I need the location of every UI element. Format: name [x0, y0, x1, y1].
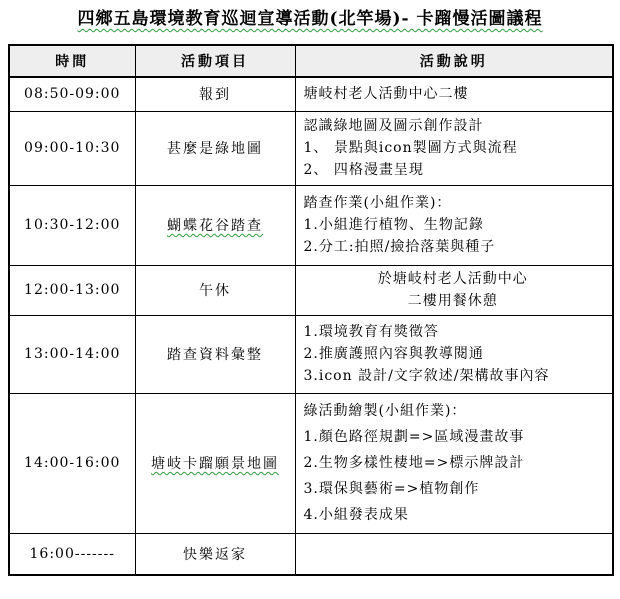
desc-line: 2、 四格漫畫呈現 — [303, 162, 424, 178]
desc-line: 1.小組進行植物、生物記錄 — [303, 217, 484, 233]
desc-cell — [295, 315, 613, 393]
desc-cell — [295, 185, 613, 265]
desc-line: 1.顏色路徑規劃=>區域漫畫故事 — [303, 429, 525, 445]
time-cell: 12:00-13:00 — [9, 265, 135, 315]
desc-line: 於塘岐村老人活動中心 — [377, 271, 528, 287]
item-cell: 午休 — [135, 265, 295, 315]
desc-line: 塘岐村老人活動中心二樓 — [303, 86, 469, 103]
time-cell: 09:00-10:30 — [9, 111, 135, 185]
desc-line: 1、 景點與icon製圖方式與流程 — [303, 140, 518, 156]
header-row — [9, 45, 613, 77]
time-cell: 16:00------- — [9, 533, 135, 575]
item-text: 蝴蝶花谷踏查 — [167, 218, 263, 234]
agenda-table — [8, 44, 614, 576]
table-row — [9, 77, 613, 111]
table-row — [9, 185, 613, 265]
time-cell: 10:30-12:00 — [9, 185, 135, 265]
desc-line: 綠活動繪製(小組作業)： — [303, 403, 467, 419]
item-cell: 踏查資料彙整 — [135, 315, 295, 393]
time-cell: 13:00-14:00 — [9, 315, 135, 393]
table-row — [9, 533, 613, 575]
desc-line: 2.分工:拍照/撿拾落葉與種子 — [303, 239, 496, 255]
desc-line: 2.生物多樣性棲地=>標示牌設計 — [303, 455, 525, 471]
time-cell: 08:50-09:00 — [9, 77, 135, 111]
item-cell: 甚麼是綠地圖 — [135, 111, 295, 185]
page-title — [0, 4, 620, 29]
desc-line: 4.小組發表成果 — [303, 507, 409, 523]
time-cell: 14:00-16:00 — [9, 393, 135, 533]
desc-cell — [295, 111, 613, 185]
title-text: 四鄉五島環境教育巡迴宣導活動(北竿場)- 卡蹓慢活圖議程 — [77, 9, 543, 29]
table-row — [9, 111, 613, 185]
desc-cell-empty — [295, 533, 613, 575]
desc-line: 1.環境教育有獎徵答 — [303, 324, 439, 340]
table-row — [9, 265, 613, 315]
desc-cell — [295, 77, 613, 111]
desc-cell — [295, 265, 613, 315]
desc-line: 踏查作業(小組作業)： — [303, 195, 452, 211]
header-time: 時間 — [9, 45, 135, 77]
desc-line: 3.icon 設計/文字敘述/架構故事內容 — [303, 368, 550, 384]
desc-line: 認識綠地圖及圖示創作設計 — [303, 118, 484, 134]
table-row — [9, 315, 613, 393]
item-cell: 報到 — [135, 77, 295, 111]
item-cell — [135, 393, 295, 533]
item-cell — [135, 185, 295, 265]
item-cell: 快樂返家 — [135, 533, 295, 575]
desc-line: 二樓用餐休憩 — [407, 293, 498, 309]
desc-line: 3.環保與藝術=>植物創作 — [303, 481, 480, 497]
desc-line: 2.推廣護照內容與教導閱通 — [303, 346, 484, 362]
header-desc: 活動說明 — [295, 45, 613, 77]
table-row — [9, 393, 613, 533]
desc-cell — [295, 393, 613, 533]
header-item: 活動項目 — [135, 45, 295, 77]
item-text: 塘岐卡蹓願景地圖 — [151, 456, 279, 472]
